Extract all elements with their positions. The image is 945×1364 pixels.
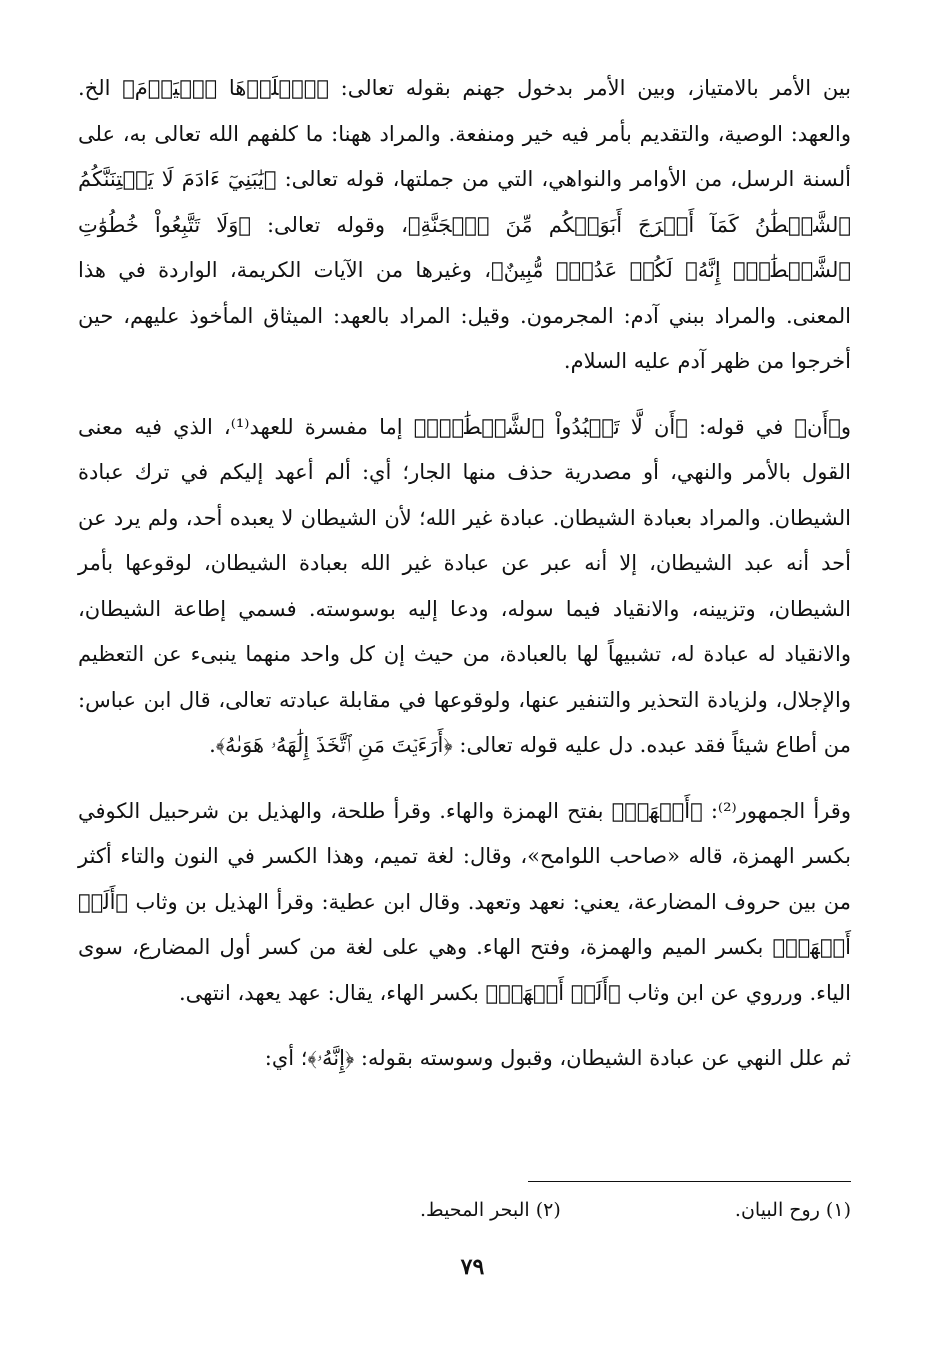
footnote-separator: [528, 1181, 851, 1182]
paragraph-worship-satan: و﴿أَن﴾ في قوله: ﴿أَن لَّا تَعۡبُدُواْ ٱلشَّيۡطَٰنَۖ﴾ إما مفسرة للعهد⁽¹⁾، الذي فيه معنى القول بالأمر والنهي، أو مصدرية حذف منها الجار؛ أي: ألم أعهد إليكم في ترك عبادة الشيطان. والمراد بعبادة الشيطان. عبادة غير الله؛ لأن الشيطان لا يعبده أحد، ولم يرد عن أحد أنه عبد الشيطان، إلا أنه عبر عن عبادة غير الله بعبادة الشيطان، لوقوعها بأمر الشيطان، وتزيينه، والانقياد فيما سوله، ودعا إليه بوسوسته. فسمي إطاعة الشيطان، والانقياد له عبادة له، تشبيهاً لها بالعبادة، من حيث إن كل واحد منهما ينبىء عن التعظيم والإجلال، ولزيادة التحذير والتنفير عنها، ولوقوعها في مقابلة عبادته تعالى، قال ابن عباس: من أطاع شيئاً فقد عبده. دل عليه قوله تعالى: ﴿أَرَءَيۡتَ مَنِ ٱتَّخَذَ إِلَٰهَهُۥ هَوَىٰهُ﴾.: [78, 414, 852, 757]
page-number: ٧٩: [460, 1254, 485, 1280]
footnote-1: (١) روح البيان.: [734, 1199, 851, 1221]
paragraph-covenant: بين الأمر بالامتياز، وبين الأمر بدخول جهنم بقوله تعالى: ﴿ٱصۡلَوۡهَا ٱلۡيَوۡمَ﴾ الخ. والعهد: الوصية، والتقديم بأمر فيه خير ومنفعة. والمراد ههنا: ما كلفهم الله تعالى به، على ألسنة الرسل، من الأوامر والنواهي، التي من جملتها، قوله تعالى: ﴿يَٰبَنِيٓ ءَادَمَ لَا يَفۡتِنَنَّكُمُ ٱلشَّيۡطَٰنُ كَمَآ أَخۡرَجَ أَبَوَيۡكُم مِّنَ ٱلۡجَنَّةِ﴾، وقوله تعالى: ﴿وَلَا تَتَّبِعُواْ خُطُوَٰتِ ٱلشَّيۡطَٰنِۚ إِنَّهُۥ لَكُمۡ عَدُوّٞ مُّبِينٌ﴾، وغيرها من الآيات الكريمة، الواردة في هذا المعنى. والمراد ببني آدم: المجرمون. وقيل: المراد بالعهد: الميثاق المأخوذ عليهم، حين أخرجوا من ظهر آدم عليه السلام.: [78, 76, 851, 373]
paragraph-readings: وقرأ الجمهور⁽²⁾: ﴿أَعۡهَدۡ﴾ بفتح الهمزة والهاء. وقرأ طلحة، والهذيل بن شرحبيل الكوفي بكسر الهمزة، قاله «صاحب اللوامح»، وقال: لغة تميم، وهذا الكسر في النون والتاء أكثر من بين حروف المضارعة، يعني: نعهد وتعهد. وقال ابن عطية: وقرأ الهذيل بن وثاب ﴿أَلَمۡ أَعۡهَدۡ﴾ بكسر الميم والهمزة، وفتح الهاء. وهي على لغة من كسر أول المضارع، سوى الياء. ورروي عن ابن وثاب ﴿أَلَمۡ أَعۡهَدۡ﴾ بكسر الهاء، يقال: عهد يعهد، انتهى.: [78, 798, 851, 1005]
footnotes: [420, 1197, 851, 1223]
paragraph-continuation: ثم علل النهي عن عبادة الشيطان، وقبول وسوسته بقوله: ﴿إِنَّهُۥ﴾؛ أي:: [264, 1046, 851, 1070]
footnote-2: (٢) البحر المحيط.: [420, 1199, 561, 1221]
